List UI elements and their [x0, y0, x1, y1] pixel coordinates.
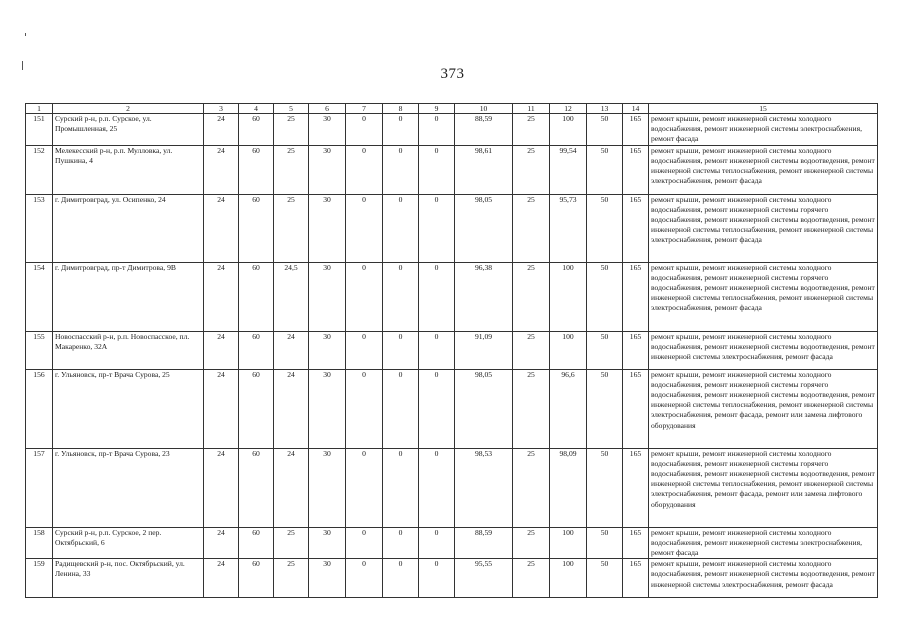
works-cell: ремонт крыши, ремонт инженерной системы холодного водоснабжения, ремонт инженерной системы горячего водоснабжения, ремонт инженерной системы водоотведения, ремонт инженерной системы теплоснабжения, ремонт инженерной системы электроснабжения, ремонт фасада, ремонт или замена лифтового оборудования: [649, 448, 878, 527]
row-number: 153: [26, 194, 53, 262]
value-cell: 165: [623, 559, 649, 598]
value-cell: 25: [513, 331, 550, 369]
table-row: [26, 262, 878, 331]
value-cell: 25: [513, 262, 550, 331]
column-number: 7: [346, 104, 383, 114]
address-cell: Мелекесский р-н, р.п. Мулловка, ул. Пушкина, 4: [53, 145, 204, 194]
value-cell: 0: [419, 194, 455, 262]
value-cell: 24: [204, 448, 239, 527]
value-cell: 0: [346, 448, 383, 527]
table-row: [26, 145, 878, 194]
column-number: 13: [587, 104, 623, 114]
value-cell: 98,05: [455, 194, 513, 262]
address-cell: Сурский р-н, р.п. Сурское, 2 пер. Октябрьский, 6: [53, 527, 204, 559]
value-cell: 24: [204, 331, 239, 369]
value-cell: 25: [513, 448, 550, 527]
works-cell: ремонт крыши, ремонт инженерной системы холодного водоснабжения, ремонт инженерной системы горячего водоснабжения, ремонт инженерной системы водоотведения, ремонт инженерной системы теплоснабжения, ремонт инженерной системы электроснабжения, ремонт фасада: [649, 194, 878, 262]
address-cell: г. Димитровград, пр-т Димитрова, 9В: [53, 262, 204, 331]
value-cell: 0: [346, 331, 383, 369]
row-number: 151: [26, 114, 53, 146]
address-cell: Сурский р-н, р.п. Сурское, ул. Промышленная, 25: [53, 114, 204, 146]
value-cell: 25: [513, 559, 550, 598]
value-cell: 50: [587, 194, 623, 262]
value-cell: 50: [587, 331, 623, 369]
works-cell: ремонт крыши, ремонт инженерной системы холодного водоснабжения, ремонт инженерной системы водоотведения, ремонт инженерной системы электроснабжения, ремонт фасада: [649, 331, 878, 369]
table-row: [26, 559, 878, 598]
value-cell: 95,55: [455, 559, 513, 598]
value-cell: 165: [623, 114, 649, 146]
value-cell: 0: [419, 448, 455, 527]
works-cell: ремонт крыши, ремонт инженерной системы холодного водоснабжения, ремонт инженерной системы горячего водоснабжения, ремонт инженерной системы водоотведения, ремонт инженерной системы теплоснабжения, ремонт инженерной системы электроснабжения, ремонт фасада: [649, 262, 878, 331]
value-cell: 0: [383, 369, 419, 448]
address-cell: г. Димитровград, ул. Осипенко, 24: [53, 194, 204, 262]
value-cell: 0: [383, 145, 419, 194]
row-number: 157: [26, 448, 53, 527]
value-cell: 0: [346, 145, 383, 194]
column-number: 15: [649, 104, 878, 114]
column-number: 12: [550, 104, 587, 114]
column-number: 11: [513, 104, 550, 114]
data-table: [25, 103, 878, 598]
column-number: 10: [455, 104, 513, 114]
address-cell: г. Ульяновск, пр-т Врача Сурова, 25: [53, 369, 204, 448]
table-row: [26, 527, 878, 559]
works-cell: ремонт крыши, ремонт инженерной системы холодного водоснабжения, ремонт инженерной системы водоотведения, ремонт инженерной системы теплоснабжения, ремонт инженерной системы электроснабжения, ремонт фасада: [649, 145, 878, 194]
value-cell: 25: [513, 114, 550, 146]
value-cell: 24: [204, 145, 239, 194]
value-cell: 30: [309, 527, 346, 559]
table-row: [26, 369, 878, 448]
column-number: 14: [623, 104, 649, 114]
value-cell: 0: [419, 527, 455, 559]
value-cell: 30: [309, 262, 346, 331]
address-cell: Радищевский р-н, пос. Октябрьский, ул. Ленина, 33: [53, 559, 204, 598]
table-row: [26, 331, 878, 369]
address-cell: г. Ульяновск, пр-т Врача Сурова, 23: [53, 448, 204, 527]
value-cell: 60: [239, 194, 274, 262]
value-cell: 98,61: [455, 145, 513, 194]
column-number: 8: [383, 104, 419, 114]
value-cell: 165: [623, 527, 649, 559]
row-number: 159: [26, 559, 53, 598]
value-cell: 0: [419, 114, 455, 146]
row-number: 155: [26, 331, 53, 369]
value-cell: 50: [587, 262, 623, 331]
value-cell: 50: [587, 527, 623, 559]
column-number: 6: [309, 104, 346, 114]
value-cell: 0: [346, 559, 383, 598]
table-row: [26, 194, 878, 262]
value-cell: 25: [513, 369, 550, 448]
value-cell: 30: [309, 114, 346, 146]
works-cell: ремонт крыши, ремонт инженерной системы холодного водоснабжения, ремонт инженерной системы водоотведения, ремонт инженерной системы электроснабжения, ремонт фасада: [649, 559, 878, 598]
page-number: 373: [440, 66, 465, 82]
value-cell: 91,09: [455, 331, 513, 369]
column-number: 4: [239, 104, 274, 114]
value-cell: 30: [309, 194, 346, 262]
value-cell: 95,73: [550, 194, 587, 262]
value-cell: 25: [274, 145, 309, 194]
value-cell: 100: [550, 262, 587, 331]
value-cell: 24: [274, 331, 309, 369]
value-cell: 0: [346, 527, 383, 559]
value-cell: 50: [587, 145, 623, 194]
table-row: [26, 114, 878, 146]
value-cell: 0: [383, 114, 419, 146]
works-cell: ремонт крыши, ремонт инженерной системы холодного водоснабжения, ремонт инженерной системы горячего водоснабжения, ремонт инженерной системы водоотведения, ремонт инженерной системы теплоснабжения, ремонт инженерной системы электроснабжения, ремонт фасада, ремонт или замена лифтового оборудования: [649, 369, 878, 448]
value-cell: 60: [239, 559, 274, 598]
value-cell: 24: [204, 262, 239, 331]
value-cell: 165: [623, 194, 649, 262]
value-cell: 60: [239, 448, 274, 527]
value-cell: 30: [309, 331, 346, 369]
column-number: 3: [204, 104, 239, 114]
value-cell: 0: [383, 527, 419, 559]
row-number: 156: [26, 369, 53, 448]
value-cell: 100: [550, 559, 587, 598]
value-cell: 60: [239, 145, 274, 194]
value-cell: 0: [383, 448, 419, 527]
value-cell: 0: [383, 559, 419, 598]
value-cell: 165: [623, 448, 649, 527]
value-cell: 0: [383, 194, 419, 262]
value-cell: 25: [274, 194, 309, 262]
works-cell: ремонт крыши, ремонт инженерной системы холодного водоснабжения, ремонт инженерной системы электроснабжения, ремонт фасада: [649, 527, 878, 559]
value-cell: 50: [587, 559, 623, 598]
column-number: 9: [419, 104, 455, 114]
value-cell: 0: [346, 194, 383, 262]
value-cell: 25: [513, 194, 550, 262]
value-cell: 24: [274, 448, 309, 527]
value-cell: 25: [274, 527, 309, 559]
value-cell: 100: [550, 527, 587, 559]
value-cell: 0: [419, 145, 455, 194]
value-cell: 0: [346, 262, 383, 331]
value-cell: 100: [550, 114, 587, 146]
value-cell: 0: [383, 262, 419, 331]
value-cell: 0: [346, 114, 383, 146]
value-cell: 25: [513, 145, 550, 194]
value-cell: 24: [274, 369, 309, 448]
column-number: 5: [274, 104, 309, 114]
value-cell: 25: [274, 559, 309, 598]
margin-mark: [25, 33, 26, 36]
value-cell: 0: [419, 559, 455, 598]
value-cell: 165: [623, 262, 649, 331]
value-cell: 165: [623, 331, 649, 369]
row-number: 154: [26, 262, 53, 331]
value-cell: 60: [239, 369, 274, 448]
value-cell: 0: [419, 331, 455, 369]
value-cell: 24: [204, 369, 239, 448]
value-cell: 0: [383, 331, 419, 369]
value-cell: 60: [239, 114, 274, 146]
value-cell: 60: [239, 262, 274, 331]
value-cell: 25: [274, 114, 309, 146]
column-number: 2: [53, 104, 204, 114]
value-cell: 24: [204, 114, 239, 146]
value-cell: 98,53: [455, 448, 513, 527]
value-cell: 30: [309, 448, 346, 527]
value-cell: 100: [550, 331, 587, 369]
value-cell: 165: [623, 145, 649, 194]
value-cell: 24,5: [274, 262, 309, 331]
column-number: 1: [26, 104, 53, 114]
value-cell: 98,09: [550, 448, 587, 527]
works-cell: ремонт крыши, ремонт инженерной системы холодного водоснабжения, ремонт инженерной системы электроснабжения, ремонт фасада: [649, 114, 878, 146]
value-cell: 30: [309, 559, 346, 598]
value-cell: 96,38: [455, 262, 513, 331]
value-cell: 88,59: [455, 114, 513, 146]
value-cell: 60: [239, 527, 274, 559]
value-cell: 30: [309, 369, 346, 448]
value-cell: 98,05: [455, 369, 513, 448]
value-cell: 99,54: [550, 145, 587, 194]
value-cell: 50: [587, 448, 623, 527]
value-cell: 0: [419, 369, 455, 448]
value-cell: 24: [204, 194, 239, 262]
value-cell: 50: [587, 114, 623, 146]
value-cell: 24: [204, 527, 239, 559]
row-number: 152: [26, 145, 53, 194]
value-cell: 50: [587, 369, 623, 448]
address-cell: Новоспасский р-н, р.п. Новоспасское, пл. Макаренко, 32А: [53, 331, 204, 369]
row-number: 158: [26, 527, 53, 559]
column-number-row: [26, 104, 878, 114]
value-cell: 165: [623, 369, 649, 448]
value-cell: 96,6: [550, 369, 587, 448]
value-cell: 24: [204, 559, 239, 598]
value-cell: 0: [346, 369, 383, 448]
value-cell: 88,59: [455, 527, 513, 559]
value-cell: 25: [513, 527, 550, 559]
value-cell: 30: [309, 145, 346, 194]
value-cell: 60: [239, 331, 274, 369]
table-row: [26, 448, 878, 527]
value-cell: 0: [419, 262, 455, 331]
